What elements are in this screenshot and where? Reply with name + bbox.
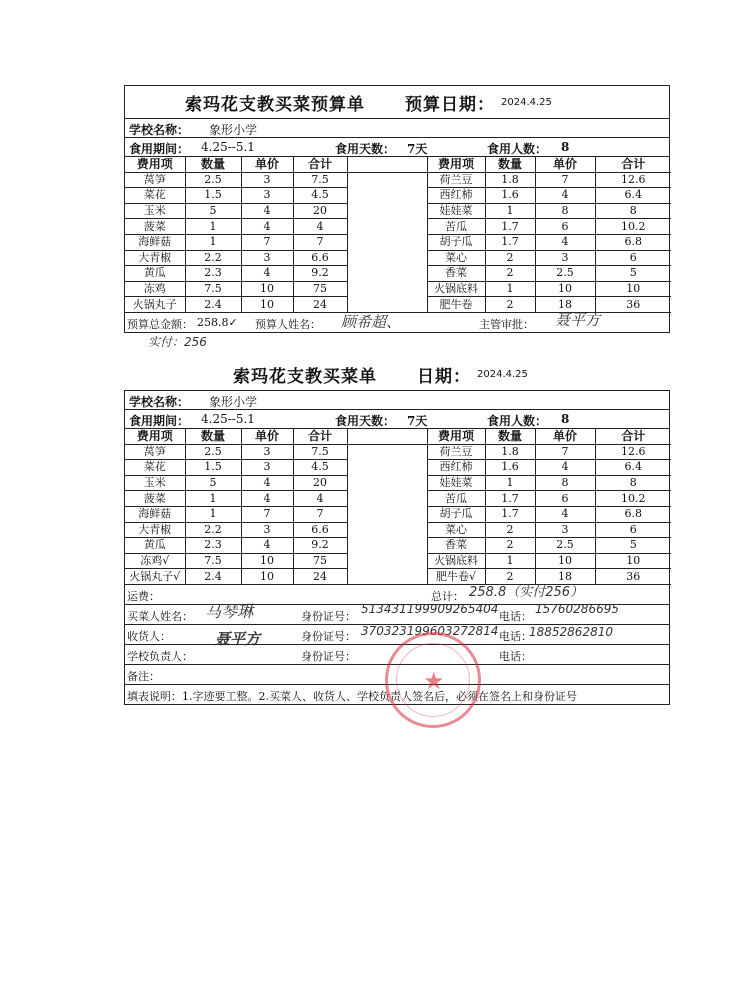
budget-left-total: 4.5 bbox=[293, 188, 347, 204]
budget-col-header: 数量 bbox=[485, 157, 535, 172]
purchase-right-price: 7 bbox=[535, 444, 595, 460]
budget-gap-cell bbox=[347, 172, 427, 312]
purchase-right-name: 西红柿 bbox=[427, 460, 485, 476]
budget-left-price: 4 bbox=[241, 266, 293, 282]
purchase-period: 4.25--5.1 bbox=[201, 412, 255, 426]
budget-items-table bbox=[125, 157, 671, 313]
purchase-right-total: 5 bbox=[595, 538, 671, 554]
budget-left-total: 75 bbox=[293, 281, 347, 297]
purchase-right-name: 香菜 bbox=[427, 538, 485, 554]
purchase-left-name: 莴笋 bbox=[125, 444, 185, 460]
budget-period: 4.25--5.1 bbox=[201, 140, 255, 154]
budget-right-price: 8 bbox=[535, 203, 595, 219]
purchase-left-name: 玉米 bbox=[125, 475, 185, 491]
purchase-period-label: 食用期间： bbox=[129, 414, 190, 428]
purchase-receiver-id-label: 身份证号： bbox=[301, 629, 356, 643]
budget-left-name: 大青椒 bbox=[125, 250, 185, 266]
budget-right-price: 4 bbox=[535, 234, 595, 250]
purchase-period-row bbox=[125, 410, 669, 429]
budget-right-price: 3 bbox=[535, 250, 595, 266]
budget-total-label: 预算总金额： bbox=[127, 317, 193, 331]
red-seal-stamp bbox=[385, 632, 481, 728]
purchase-right-total: 8 bbox=[595, 475, 671, 491]
purchase-right-qty: 1.8 bbox=[485, 444, 535, 460]
purchase-col-header: 合计 bbox=[293, 429, 347, 444]
purchase-school: 象形小学 bbox=[209, 395, 258, 409]
budget-preparer-label: 预算人姓名： bbox=[255, 317, 321, 331]
purchase-right-price: 8 bbox=[535, 475, 595, 491]
budget-people-label: 食用人数： bbox=[487, 142, 548, 156]
purchase-left-price: 7 bbox=[241, 506, 293, 522]
purchase-days-label: 食用天数： bbox=[335, 414, 396, 428]
budget-people: 8 bbox=[561, 140, 570, 154]
purchase-right-qty: 2 bbox=[485, 569, 535, 585]
purchase-receiver-phone-label: 电话： bbox=[499, 629, 532, 643]
budget-right-price: 4 bbox=[535, 188, 595, 204]
budget-right-qty: 2 bbox=[485, 266, 535, 282]
purchase-title: 索玛花支教买菜单 bbox=[233, 366, 377, 387]
purchase-left-name: 火锅丸子√ bbox=[125, 569, 185, 585]
purchase-buyer-phone-label: 电话： bbox=[499, 609, 532, 623]
purchase-right-total: 6.8 bbox=[595, 506, 671, 522]
purchase-principal-label: 学校负责人： bbox=[127, 649, 193, 663]
purchase-left-qty: 2.3 bbox=[185, 538, 241, 554]
purchase-right-price: 18 bbox=[535, 569, 595, 585]
purchase-title-row bbox=[125, 361, 669, 387]
budget-right-name: 荷兰豆 bbox=[427, 172, 485, 188]
purchase-buyer-id: 513431199909265404 bbox=[361, 601, 499, 616]
purchase-left-price: 10 bbox=[241, 569, 293, 585]
budget-date-label: 预算日期： bbox=[405, 94, 495, 115]
purchase-items-body bbox=[125, 429, 671, 584]
budget-left-qty: 2.5 bbox=[185, 172, 241, 188]
budget-paid-note: 实付：256 bbox=[148, 335, 207, 349]
budget-right-name: 肥牛卷 bbox=[427, 297, 485, 313]
purchase-left-price: 3 bbox=[241, 522, 293, 538]
budget-title-row bbox=[125, 86, 669, 119]
budget-left-name: 菜花 bbox=[125, 188, 185, 204]
purchase-left-total: 20 bbox=[293, 475, 347, 491]
budget-left-qty: 2.3 bbox=[185, 266, 241, 282]
budget-left-name: 菠菜 bbox=[125, 219, 185, 235]
budget-right-total: 10.2 bbox=[595, 219, 671, 235]
budget-left-price: 3 bbox=[241, 172, 293, 188]
budget-left-qty: 1.5 bbox=[185, 188, 241, 204]
purchase-left-qty: 5 bbox=[185, 475, 241, 491]
budget-left-qty: 1 bbox=[185, 234, 241, 250]
budget-left-price: 7 bbox=[241, 234, 293, 250]
purchase-people-label: 食用人数： bbox=[487, 414, 548, 428]
purchase-right-total: 10 bbox=[595, 553, 671, 569]
purchase-left-qty: 1.5 bbox=[185, 460, 241, 476]
budget-left-total: 4 bbox=[293, 219, 347, 235]
purchase-left-total: 7.5 bbox=[293, 444, 347, 460]
purchase-right-name: 苦瓜 bbox=[427, 491, 485, 507]
budget-title: 索玛花支教买菜预算单 bbox=[185, 94, 365, 115]
purchase-left-qty: 1 bbox=[185, 506, 241, 522]
budget-right-total: 36 bbox=[595, 297, 671, 313]
purchase-people: 8 bbox=[561, 412, 570, 426]
budget-form bbox=[124, 85, 670, 333]
budget-right-qty: 1.8 bbox=[485, 172, 535, 188]
seal-star-icon: ★ bbox=[423, 667, 445, 695]
purchase-buyer-id-label: 身份证号： bbox=[301, 609, 356, 623]
budget-right-qty: 2 bbox=[485, 250, 535, 266]
budget-right-total: 6 bbox=[595, 250, 671, 266]
budget-left-total: 7.5 bbox=[293, 172, 347, 188]
budget-col-header: 合计 bbox=[595, 157, 671, 172]
purchase-left-qty: 2.2 bbox=[185, 522, 241, 538]
budget-left-total: 24 bbox=[293, 297, 347, 313]
purchase-notes-label: 备注： bbox=[127, 669, 160, 683]
budget-right-qty: 1.6 bbox=[485, 188, 535, 204]
purchase-buyer-row bbox=[125, 601, 669, 625]
purchase-shipping-label: 运费： bbox=[127, 589, 160, 603]
budget-left-price: 3 bbox=[241, 188, 293, 204]
budget-date: 2024.4.25 bbox=[501, 96, 552, 108]
budget-col-header: 合计 bbox=[293, 157, 347, 172]
budget-left-name: 黄瓜 bbox=[125, 266, 185, 282]
purchase-header-row bbox=[125, 429, 671, 444]
purchase-items-table bbox=[125, 429, 671, 585]
budget-col-header: 费用项 bbox=[427, 157, 485, 172]
budget-left-name: 玉米 bbox=[125, 203, 185, 219]
purchase-receiver-label: 收货人： bbox=[127, 629, 171, 643]
purchase-left-price: 10 bbox=[241, 553, 293, 569]
budget-left-price: 10 bbox=[241, 297, 293, 313]
purchase-right-total: 6 bbox=[595, 522, 671, 538]
budget-school-row bbox=[125, 119, 669, 138]
purchase-gap-cell bbox=[347, 429, 427, 444]
budget-supervisor-label: 主管审批： bbox=[479, 317, 534, 331]
budget-right-total: 10 bbox=[595, 281, 671, 297]
budget-table-row bbox=[125, 172, 671, 188]
purchase-left-price: 4 bbox=[241, 491, 293, 507]
purchase-right-price: 6 bbox=[535, 491, 595, 507]
purchase-right-price: 4 bbox=[535, 460, 595, 476]
budget-right-name: 香菜 bbox=[427, 266, 485, 282]
purchase-right-price: 4 bbox=[535, 506, 595, 522]
purchase-right-total: 10.2 bbox=[595, 491, 671, 507]
budget-left-name: 火锅丸子 bbox=[125, 297, 185, 313]
purchase-col-header: 数量 bbox=[185, 429, 241, 444]
purchase-right-qty: 2 bbox=[485, 522, 535, 538]
purchase-instructions: 填表说明：1.字迹要工整。2.买菜人、收货人、学校负责人签名后，必须在签名上和身份证号 bbox=[127, 689, 577, 703]
purchase-col-header: 单价 bbox=[535, 429, 595, 444]
budget-right-price: 7 bbox=[535, 172, 595, 188]
budget-right-qty: 1 bbox=[485, 203, 535, 219]
purchase-left-name: 大青椒 bbox=[125, 522, 185, 538]
budget-period-row bbox=[125, 138, 669, 157]
budget-period-label: 食用期间： bbox=[129, 142, 190, 156]
purchase-left-name: 冻鸡√ bbox=[125, 553, 185, 569]
purchase-table-row bbox=[125, 444, 671, 460]
budget-school-label: 学校名称： bbox=[129, 123, 190, 137]
budget-right-total: 8 bbox=[595, 203, 671, 219]
purchase-col-header: 合计 bbox=[595, 429, 671, 444]
purchase-date: 2024.4.25 bbox=[477, 368, 528, 380]
budget-right-name: 苦瓜 bbox=[427, 219, 485, 235]
purchase-col-header: 单价 bbox=[241, 429, 293, 444]
budget-right-price: 6 bbox=[535, 219, 595, 235]
budget-right-qty: 1.7 bbox=[485, 219, 535, 235]
purchase-left-price: 4 bbox=[241, 538, 293, 554]
purchase-buyer-signature: 马琴琳 bbox=[205, 601, 254, 621]
purchase-left-total: 75 bbox=[293, 553, 347, 569]
budget-left-qty: 1 bbox=[185, 219, 241, 235]
budget-supervisor-signature: 聂平方 bbox=[555, 310, 601, 329]
budget-right-total: 6.4 bbox=[595, 188, 671, 204]
purchase-right-name: 荷兰豆 bbox=[427, 444, 485, 460]
budget-left-total: 7 bbox=[293, 234, 347, 250]
budget-summary-row bbox=[125, 310, 669, 332]
budget-left-qty: 2.4 bbox=[185, 297, 241, 313]
purchase-school-label: 学校名称： bbox=[129, 395, 190, 409]
purchase-right-name: 火锅底料 bbox=[427, 553, 485, 569]
budget-right-qty: 2 bbox=[485, 297, 535, 313]
budget-left-qty: 5 bbox=[185, 203, 241, 219]
purchase-left-qty: 1 bbox=[185, 491, 241, 507]
budget-right-price: 18 bbox=[535, 297, 595, 313]
budget-left-name: 海鲜菇 bbox=[125, 234, 185, 250]
purchase-right-qty: 1.7 bbox=[485, 506, 535, 522]
purchase-buyer-label: 买菜人姓名： bbox=[127, 609, 193, 623]
purchase-right-qty: 1.6 bbox=[485, 460, 535, 476]
purchase-left-name: 菠菜 bbox=[125, 491, 185, 507]
purchase-right-total: 36 bbox=[595, 569, 671, 585]
budget-days-label: 食用天数： bbox=[335, 142, 396, 156]
budget-total: 258.8✓ bbox=[197, 315, 238, 329]
budget-left-name: 莴笋 bbox=[125, 172, 185, 188]
purchase-buyer-phone: 15760286695 bbox=[535, 601, 619, 616]
budget-left-qty: 2.2 bbox=[185, 250, 241, 266]
budget-left-total: 20 bbox=[293, 203, 347, 219]
budget-col-header: 数量 bbox=[185, 157, 241, 172]
purchase-right-total: 12.6 bbox=[595, 444, 671, 460]
purchase-right-qty: 1 bbox=[485, 475, 535, 491]
purchase-receiver-phone: 18852862810 bbox=[529, 624, 613, 639]
budget-right-name: 西红柿 bbox=[427, 188, 485, 204]
budget-days: 7天 bbox=[407, 142, 428, 156]
purchase-left-qty: 2.5 bbox=[185, 444, 241, 460]
budget-preparer-signature: 顾希超、 bbox=[341, 312, 402, 331]
purchase-right-total: 6.4 bbox=[595, 460, 671, 476]
purchase-col-header: 费用项 bbox=[427, 429, 485, 444]
budget-gap-cell bbox=[347, 157, 427, 172]
purchase-right-price: 3 bbox=[535, 522, 595, 538]
purchase-left-total: 7 bbox=[293, 506, 347, 522]
budget-right-total: 6.8 bbox=[595, 234, 671, 250]
budget-right-qty: 1 bbox=[485, 281, 535, 297]
budget-right-total: 5 bbox=[595, 266, 671, 282]
purchase-col-header: 费用项 bbox=[125, 429, 185, 444]
purchase-col-header: 数量 bbox=[485, 429, 535, 444]
budget-left-name: 冻鸡 bbox=[125, 281, 185, 297]
purchase-days: 7天 bbox=[407, 414, 428, 428]
budget-col-header: 单价 bbox=[241, 157, 293, 172]
purchase-receiver-signature: 聂平方 bbox=[215, 629, 261, 648]
purchase-receiver-id: 370323199603272814 bbox=[361, 623, 499, 638]
purchase-left-total: 9.2 bbox=[293, 538, 347, 554]
purchase-total-handwritten: 258.8（实付256） bbox=[469, 584, 584, 600]
purchase-right-price: 2.5 bbox=[535, 538, 595, 554]
purchase-right-name: 菜心 bbox=[427, 522, 485, 538]
purchase-left-name: 海鲜菇 bbox=[125, 506, 185, 522]
purchase-left-price: 3 bbox=[241, 460, 293, 476]
budget-col-header: 单价 bbox=[535, 157, 595, 172]
budget-left-qty: 7.5 bbox=[185, 281, 241, 297]
purchase-left-price: 3 bbox=[241, 444, 293, 460]
purchase-right-price: 10 bbox=[535, 553, 595, 569]
purchase-principal-id-label: 身份证号： bbox=[301, 649, 356, 663]
purchase-principal-phone-label: 电话： bbox=[499, 649, 532, 663]
purchase-left-total: 4 bbox=[293, 491, 347, 507]
budget-left-price: 4 bbox=[241, 203, 293, 219]
budget-right-name: 火锅底料 bbox=[427, 281, 485, 297]
purchase-left-qty: 7.5 bbox=[185, 553, 241, 569]
budget-left-total: 6.6 bbox=[293, 250, 347, 266]
purchase-left-total: 24 bbox=[293, 569, 347, 585]
purchase-right-name: 胡子瓜 bbox=[427, 506, 485, 522]
purchase-receiver-row bbox=[125, 623, 669, 648]
budget-right-price: 10 bbox=[535, 281, 595, 297]
budget-col-header: 费用项 bbox=[125, 157, 185, 172]
budget-header-row bbox=[125, 157, 671, 172]
purchase-left-total: 4.5 bbox=[293, 460, 347, 476]
budget-right-name: 胡子瓜 bbox=[427, 234, 485, 250]
purchase-left-name: 黄瓜 bbox=[125, 538, 185, 554]
purchase-right-name: 娃娃菜 bbox=[427, 475, 485, 491]
purchase-right-name: 肥牛卷√ bbox=[427, 569, 485, 585]
budget-right-name: 娃娃菜 bbox=[427, 203, 485, 219]
budget-right-price: 2.5 bbox=[535, 266, 595, 282]
purchase-right-qty: 2 bbox=[485, 538, 535, 554]
purchase-left-qty: 2.4 bbox=[185, 569, 241, 585]
purchase-total-label: 总计： bbox=[431, 589, 464, 603]
budget-right-total: 12.6 bbox=[595, 172, 671, 188]
budget-items-body bbox=[125, 157, 671, 312]
purchase-left-name: 菜花 bbox=[125, 460, 185, 476]
purchase-left-price: 4 bbox=[241, 475, 293, 491]
purchase-right-qty: 1 bbox=[485, 553, 535, 569]
purchase-right-qty: 1.7 bbox=[485, 491, 535, 507]
budget-left-total: 9.2 bbox=[293, 266, 347, 282]
purchase-school-row bbox=[125, 391, 669, 410]
purchase-date-label: 日期： bbox=[417, 366, 471, 387]
purchase-left-total: 6.6 bbox=[293, 522, 347, 538]
budget-right-name: 菜心 bbox=[427, 250, 485, 266]
budget-left-price: 3 bbox=[241, 250, 293, 266]
budget-school: 象形小学 bbox=[209, 123, 258, 137]
budget-left-price: 4 bbox=[241, 219, 293, 235]
purchase-gap-cell bbox=[347, 444, 427, 584]
budget-left-price: 10 bbox=[241, 281, 293, 297]
budget-right-qty: 1.7 bbox=[485, 234, 535, 250]
